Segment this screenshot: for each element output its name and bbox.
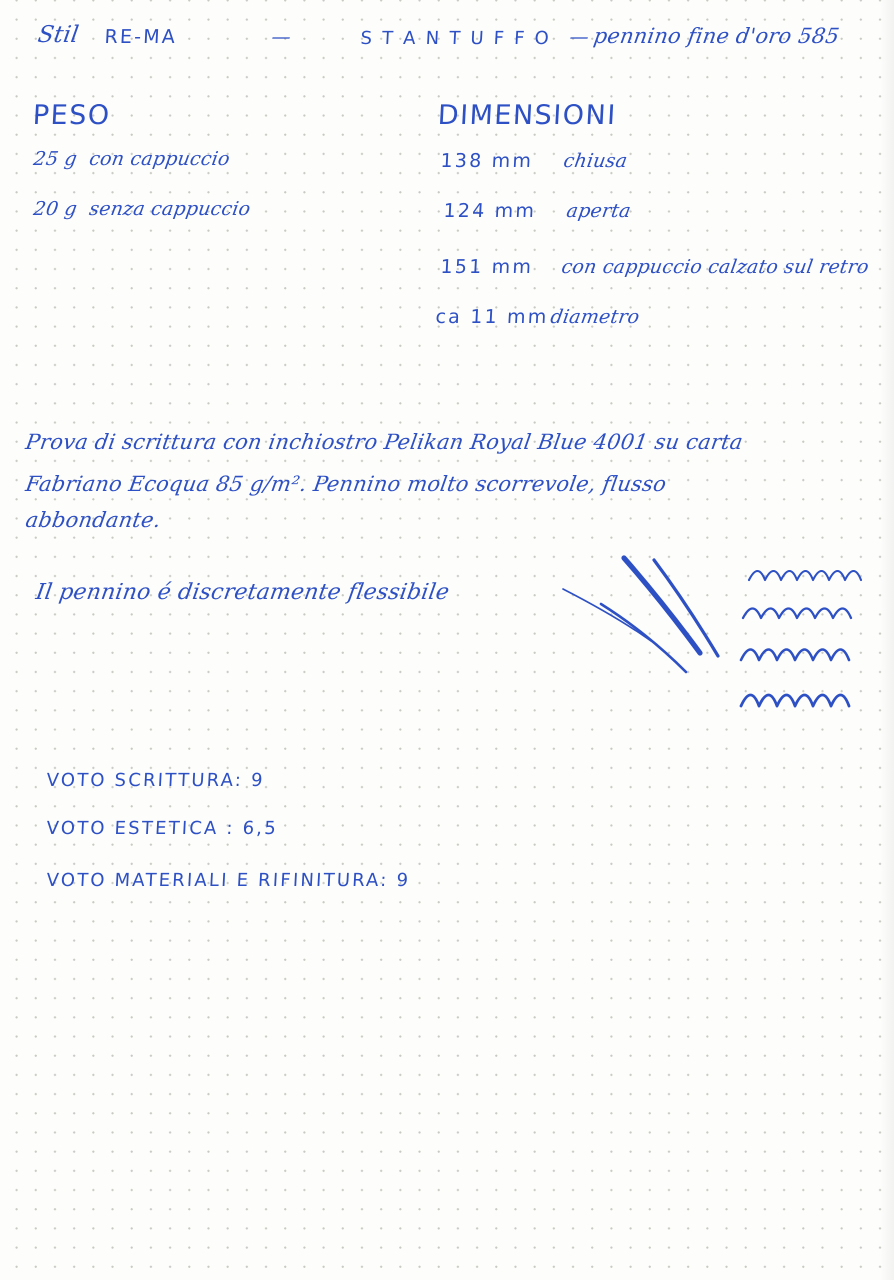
score-line: VOTO SCRITTURA: 9 [46,770,266,791]
dimension-value: 124 mm [443,200,537,222]
score-line: VOTO MATERIALI E RIFINITURA: 9 [46,870,411,891]
dimensions-heading: DIMENSIONI [437,100,618,131]
dimension-label: chiusa [562,150,629,172]
dimension-value: 151 mm [440,256,534,278]
header-dash-1: — [270,26,293,48]
dimension-value: 138 mm [440,150,534,172]
header-dash-2: — [568,26,591,48]
pen-brand: Stil [36,22,81,48]
dimension-label: diametro [549,306,642,328]
writing-test-line: Prova di scrittura con inchiostro Pelikan Royal Blue 4001 su carta [24,430,745,454]
nib-description: pennino fine d'oro 585 [592,24,842,48]
dimension-label: con cappuccio calzato sul retro [560,256,871,278]
writing-test-line: Fabriano Ecoqua 85 g/m². Pennino molto scorrevole, flusso [24,472,669,496]
dimension-value: ca 11 mm [435,306,550,328]
weight-row: 25 g con cappuccio [32,148,232,170]
filling-system: S T A N T U F F O [360,28,552,49]
score-line: VOTO ESTETICA : 6,5 [46,818,279,839]
writing-test-line: abbondante. [24,508,163,532]
dimension-label: aperta [565,200,633,222]
flex-note: Il pennino é discretamente flessibile [34,580,452,605]
weight-heading: PESO [32,100,112,131]
pen-model: RE-MA [104,26,178,48]
weight-row: 20 g senza cappuccio [32,198,253,220]
